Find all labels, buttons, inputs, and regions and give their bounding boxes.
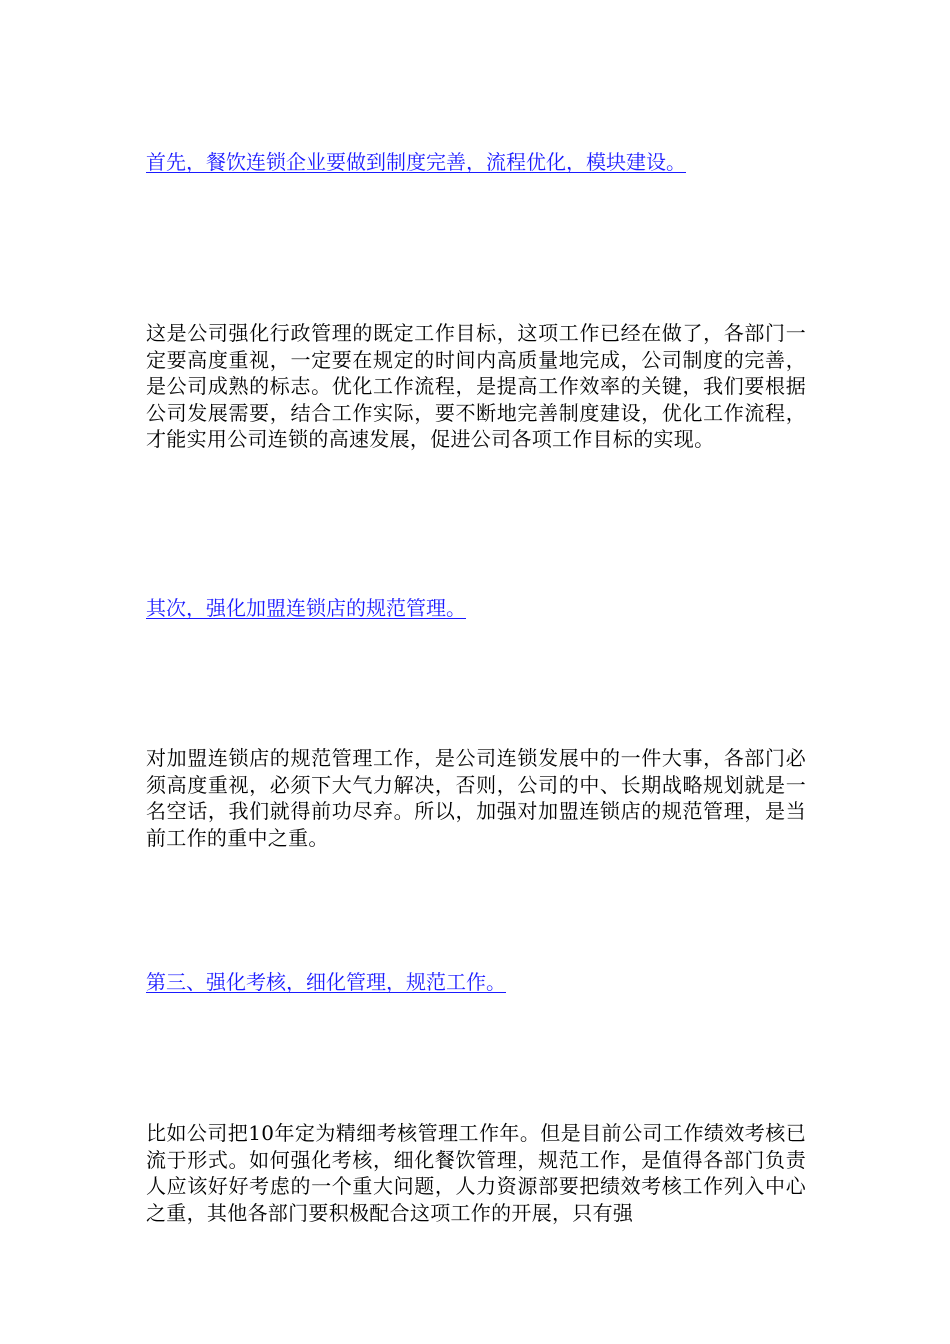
section-paragraph-1: 这是公司强化行政管理的既定工作目标，这项工作已经在做了，各部门一定要高度重视，一定要在规定的时间内高质量地完成，公司制度的完善，是公司成熟的标志。优化工作流程，是提高工作效率的关键，我们要根据公司发展需要，结合工作实际，要不断地完善制度建设，优化工作流程，才能实用公司连锁的高速发展，促进公司各项工作目标的实现。	[146, 321, 806, 451]
section-paragraph-2: 对加盟连锁店的规范管理工作，是公司连锁发展中的一件大事，各部门必须高度重视，必须下大气力解决，否则，公司的中、长期战略规划就是一名空话，我们就得前功尽弃。所以，加强对加盟连锁店的规范管理，是当前工作的重中之重。	[146, 746, 806, 850]
section-heading-1[interactable]: 首先，餐饮连锁企业要做到制度完善，流程优化，模块建设。	[146, 150, 686, 174]
section-paragraph-3: 比如公司把10年定为精细考核管理工作年。但是目前公司工作绩效考核已流于形式。如何强化考核，细化餐饮管理，规范工作，是值得各部门负责人应该好好考虑的一个重大问题，人力资源部要把绩效考核工作列入中心之重，其他各部门要积极配合这项工作的开展，只有强	[146, 1121, 806, 1225]
section-heading-2[interactable]: 其次，强化加盟连锁店的规范管理。	[146, 596, 466, 620]
section-heading-3[interactable]: 第三、强化考核，细化管理，规范工作。	[146, 970, 506, 994]
